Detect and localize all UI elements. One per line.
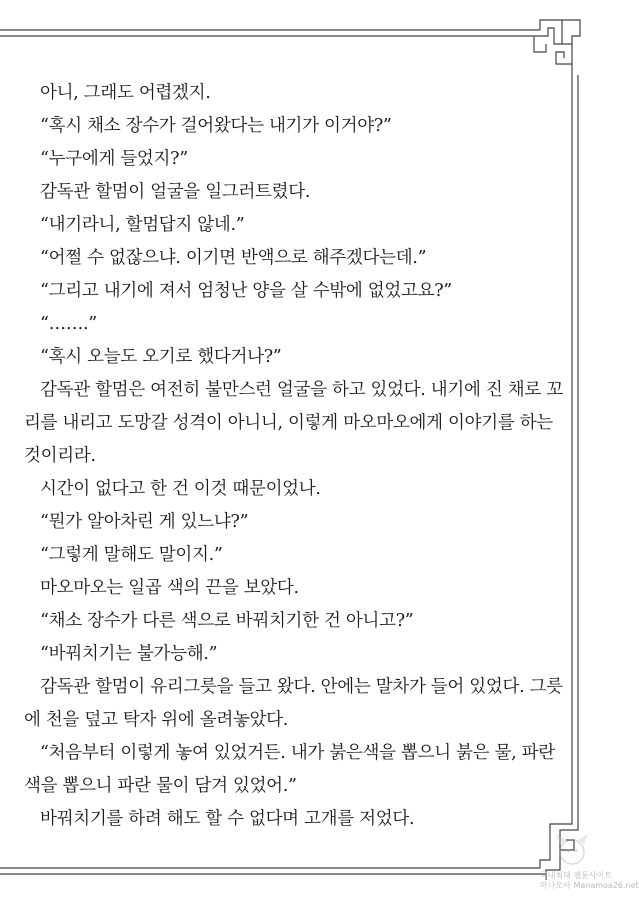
paragraph-line: 바꿔치기를 하려 해도 할 수 없다며 고개를 저었다.: [40, 809, 415, 829]
paragraph-line: “그리고 내기에 져서 엄청난 양을 살 수밖에 없었고요?”: [40, 281, 452, 301]
paragraph-line: 아니, 그래도 어렵겠지.: [40, 83, 211, 103]
paragraph-line: 시간이 없다고 한 건 이것 때문이었나.: [40, 479, 321, 499]
paragraph-line: 감독관 할멈은 여전히 불만스런 얼굴을 하고 있었다. 내기에 진 채로 꼬: [40, 380, 563, 400]
paragraph-line: “혹시 오늘도 오기로 했다거나?”: [40, 347, 282, 367]
paragraph-line: 감독관 할멈이 유리그릇을 들고 왔다. 안에는 말차가 들어 있었다. 그릇: [40, 677, 563, 697]
paragraph-line: 감독관 할멈이 얼굴을 일그러트렸다.: [40, 182, 311, 202]
watermark-line-2: 마나모아 Manamoa26.net: [540, 881, 639, 890]
paragraph-line: 색을 뽑으니 파란 물이 담겨 있었어.”: [24, 776, 297, 796]
paragraph-line: “그렇게 말해도 말이지.”: [40, 545, 223, 565]
watermark: [540, 830, 639, 894]
paragraph-line: “…….”: [40, 314, 97, 334]
paragraph-line: “바꿔치기는 불가능해.”: [40, 644, 218, 664]
paragraph-line: “어쩔 수 없잖으냐. 이기면 반액으로 해주겠다는데.”: [40, 248, 427, 268]
paragraph-line: “처음부터 이렇게 놓여 있었거든. 내가 붉은색을 뽑으니 붉은 물, 파란: [40, 743, 555, 763]
paragraph-line: 리를 내리고 도망갈 성격이 아니니, 이렇게 마오마오에게 이야기를 하는: [24, 413, 553, 433]
paragraph-line: “내기라니, 할멈답지 않네.”: [40, 215, 245, 235]
paragraph-line: “혹시 채소 장수가 걸어왔다는 내기가 이거야?”: [40, 116, 392, 136]
paragraph-line: 에 천을 덮고 탁자 위에 올려놓았다.: [24, 710, 289, 730]
paragraph-line: “뭔가 알아차린 게 있느냐?”: [40, 512, 249, 532]
paragraph-line: “누구에게 들었지?”: [40, 149, 188, 169]
paragraph-line: “채소 장수가 다른 색으로 바꿔치기한 건 아니고?”: [40, 611, 414, 631]
watermark-mascot-icon: [552, 830, 592, 870]
watermark-line-1: 국내최대 웹툰사이트: [540, 871, 613, 880]
paragraph-line: 마오마오는 일곱 색의 끈을 보았다.: [40, 578, 299, 598]
paragraph-line: 것이리라.: [24, 446, 96, 466]
